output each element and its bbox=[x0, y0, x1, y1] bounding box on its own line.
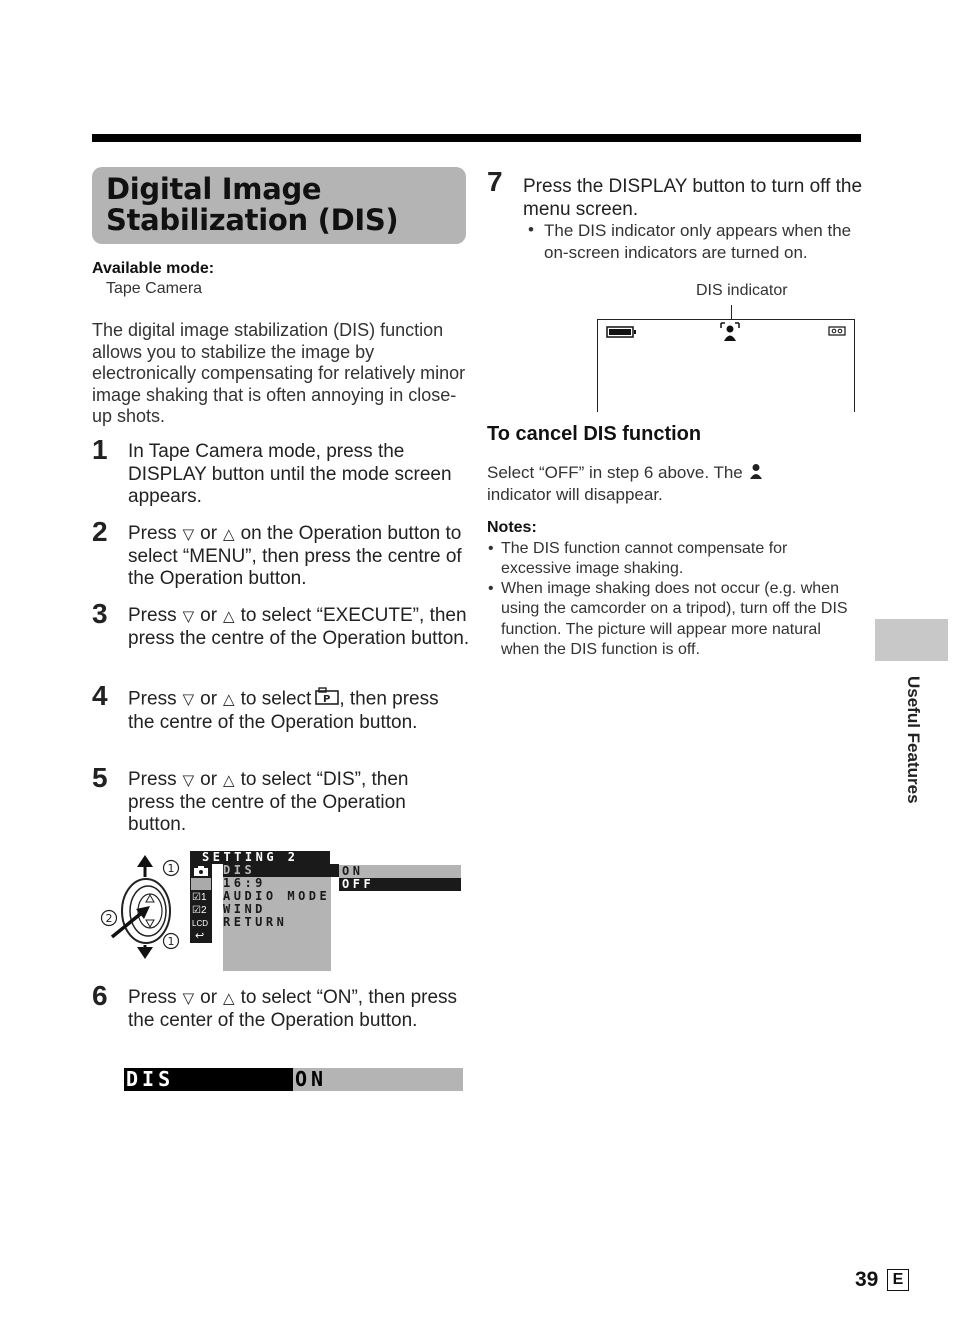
step-or: or bbox=[200, 523, 218, 544]
down-arrow-icon: ▽ bbox=[182, 525, 195, 543]
step-press: Press bbox=[128, 523, 177, 544]
section-heading: To cancel DIS function bbox=[487, 423, 702, 445]
step-text bbox=[128, 687, 463, 734]
step-text bbox=[128, 987, 458, 1032]
bullet-dot: • bbox=[488, 580, 494, 597]
page-number: 39 bbox=[855, 1268, 879, 1291]
section-side-label: Useful Features bbox=[904, 676, 923, 804]
step-or: or bbox=[200, 769, 218, 790]
menu-item[interactable]: RETURN bbox=[223, 915, 288, 929]
step-rest: on the Operation button to select “MENU”, then press the centre of the Operation button. bbox=[128, 523, 462, 590]
callout-number-icon bbox=[162, 859, 180, 877]
menu-item[interactable]: WIND bbox=[223, 902, 266, 916]
note-item: When image shaking does not occur (e.g. when using the camcorder on a tripod), turn off the DIS function. The picture will appear more natural when the DIS function is off. bbox=[501, 580, 848, 658]
step-number: 2 bbox=[92, 516, 108, 547]
callout-number-icon bbox=[100, 909, 118, 927]
callout-label: 2 bbox=[105, 912, 113, 925]
step-press: Press bbox=[128, 688, 177, 710]
return-icon: ↩ bbox=[195, 930, 205, 942]
dis-indicator-label: DIS indicator bbox=[696, 282, 788, 299]
step-press: Press bbox=[128, 769, 177, 790]
menu-items-panel bbox=[223, 864, 331, 971]
down-arrow-icon: ▽ bbox=[182, 771, 195, 789]
up-arrow-icon: △ bbox=[223, 607, 235, 625]
step-text bbox=[128, 769, 458, 837]
tape-icon bbox=[828, 326, 846, 336]
checkbox-icon: ☑2 bbox=[192, 905, 207, 916]
callout-label: 1 bbox=[167, 862, 175, 875]
step-text bbox=[128, 523, 463, 591]
checkbox-icon: ☑1 bbox=[192, 892, 207, 903]
menu-side-number: 1 bbox=[200, 892, 207, 903]
menu-option-on[interactable]: ON bbox=[339, 865, 461, 878]
up-arrow-icon: △ bbox=[223, 525, 235, 543]
cancel-text bbox=[487, 462, 827, 505]
camera-icon bbox=[194, 866, 208, 876]
viewfinder-screen bbox=[597, 319, 855, 412]
step-rest: to select “DIS”, then press the centre of the Operation button. bbox=[128, 769, 409, 836]
battery-icon bbox=[606, 325, 638, 339]
side-tab bbox=[875, 619, 948, 661]
bullet-dot: • bbox=[528, 220, 534, 239]
page-title: Digital Image Stabilization (DIS) bbox=[106, 172, 399, 237]
menu-screen bbox=[190, 851, 460, 973]
title-box bbox=[92, 167, 466, 244]
menu-item[interactable]: AUDIO MODE bbox=[223, 889, 331, 903]
dis-bar-label: DIS bbox=[124, 1068, 293, 1091]
cancel-text-pre: Select “OFF” in step 6 above. The bbox=[487, 463, 743, 482]
note-item: The DIS function cannot compensate for excessive image shaking. bbox=[501, 540, 788, 578]
lcd-icon: LCD bbox=[192, 919, 209, 928]
callout-label: 1 bbox=[167, 935, 175, 948]
dis-indicator-icon bbox=[720, 322, 740, 342]
callout-number-icon bbox=[162, 932, 180, 950]
menu-side-number: 2 bbox=[200, 905, 207, 916]
menu-option-off[interactable]: OFF bbox=[339, 878, 461, 891]
step-text: In Tape Camera mode, press the DISPLAY button until the mode screen appears. bbox=[128, 441, 452, 508]
step-press: Press bbox=[128, 987, 177, 1008]
step-number: 5 bbox=[92, 762, 108, 793]
step-number: 7 bbox=[487, 166, 503, 197]
menu-item[interactable]: 16:9 bbox=[223, 876, 266, 890]
menu-title: SETTING 2 bbox=[200, 851, 330, 864]
step-or: or bbox=[200, 688, 218, 710]
top-rule bbox=[92, 134, 861, 142]
step-rest: to select “ON”, then press the center of the Operation button. bbox=[128, 987, 458, 1031]
step-mid: to select bbox=[240, 688, 312, 710]
language-badge: E bbox=[887, 1269, 909, 1291]
step-number: 3 bbox=[92, 598, 108, 629]
svg-text:P: P bbox=[323, 694, 331, 705]
available-mode-label: Available mode: bbox=[92, 260, 215, 277]
dis-on-bar bbox=[124, 1068, 463, 1091]
step-number: 4 bbox=[92, 680, 108, 711]
up-arrow-icon: △ bbox=[223, 690, 235, 709]
indicator-leader-line bbox=[731, 305, 732, 319]
dis-bar-value: ON bbox=[293, 1068, 463, 1091]
cancel-text-post: indicator will disappear. bbox=[487, 485, 663, 505]
step-bullet-text: The DIS indicator only appears when the on-screen indicators are turned on. bbox=[544, 221, 852, 262]
step-or: or bbox=[200, 987, 218, 1008]
step-press: Press bbox=[128, 605, 177, 626]
up-arrow-icon: △ bbox=[223, 771, 235, 789]
down-arrow-icon: ▽ bbox=[182, 989, 195, 1007]
step-rest: , then press the centre of the Operation button. bbox=[128, 688, 439, 733]
step-rest: to select “EXECUTE”, then press the centre of the Operation button. bbox=[128, 605, 470, 649]
menu-icon-column bbox=[190, 851, 212, 943]
step-text: Press the DISPLAY button to turn off the menu screen. bbox=[523, 176, 863, 220]
step-text bbox=[128, 605, 473, 650]
down-arrow-icon: ▽ bbox=[182, 690, 195, 709]
menu-item-dis[interactable]: DIS bbox=[223, 864, 339, 877]
bullet-dot: • bbox=[488, 540, 494, 557]
camera-setting-icon bbox=[191, 878, 211, 890]
up-arrow-icon: △ bbox=[223, 989, 235, 1007]
notes-label: Notes: bbox=[487, 519, 537, 536]
intro-paragraph: The digital image stabilization (DIS) function allows you to stabilize the image by electronically compensating for relatively minor image shaking that is often annoying in close-up shots. bbox=[92, 320, 466, 427]
down-arrow-icon: ▽ bbox=[182, 607, 195, 625]
camera-setting-icon bbox=[315, 687, 339, 712]
dis-person-icon bbox=[749, 463, 763, 484]
step-number: 6 bbox=[92, 980, 108, 1011]
available-mode-value: Tape Camera bbox=[106, 280, 203, 297]
step-number: 1 bbox=[92, 434, 108, 465]
step-or: or bbox=[200, 605, 218, 626]
